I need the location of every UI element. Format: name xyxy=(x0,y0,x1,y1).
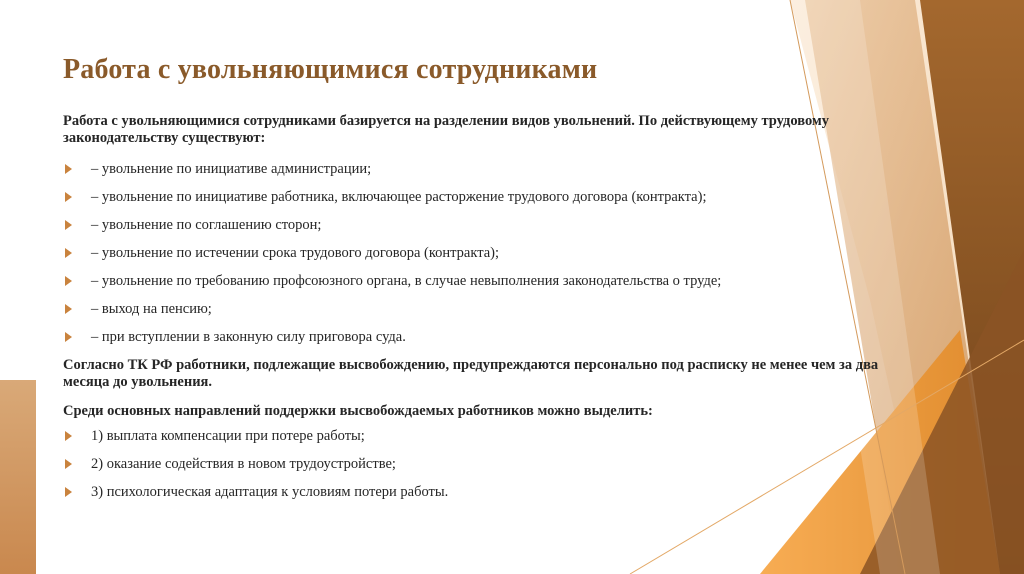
left-accent-strip xyxy=(0,380,36,574)
list-item xyxy=(63,267,923,295)
list-item xyxy=(63,239,923,267)
dismissal-types-list xyxy=(63,155,923,351)
list-item-text: 2) оказание содействия в новом трудоустройстве; xyxy=(91,455,396,472)
list-item xyxy=(63,450,923,478)
arrow-bullet-icon xyxy=(65,487,72,497)
list-item xyxy=(63,478,923,506)
support-intro-paragraph: Среди основных направлений поддержки высвобождаемых работников можно выделить: xyxy=(63,403,653,419)
arrow-bullet-icon xyxy=(65,220,72,230)
list-item-text: – при вступлении в законную силу приговора суда. xyxy=(91,328,406,345)
list-item xyxy=(63,155,923,183)
list-item xyxy=(63,211,923,239)
list-item-text: 3) психологическая адаптация к условиям потери работы. xyxy=(91,483,449,500)
list-item-text: – увольнение по инициативе администрации; xyxy=(91,160,372,177)
arrow-bullet-icon xyxy=(65,248,72,258)
arrow-bullet-icon xyxy=(65,459,72,469)
arrow-bullet-icon xyxy=(65,332,72,342)
notice-paragraph: Согласно ТК РФ работники, подлежащие высвобождению, предупреждаются персонально под расписку не менее чем за два месяца до увольнения. xyxy=(63,357,879,390)
list-item-text: – увольнение по соглашению сторон; xyxy=(91,216,322,233)
arrow-bullet-icon xyxy=(65,304,72,314)
list-item-text: 1) выплата компенсации при потере работы; xyxy=(91,427,365,444)
list-item xyxy=(63,422,923,450)
list-item xyxy=(63,295,923,323)
intro-paragraph: Работа с увольняющимися сотрудниками базируется на разделении видов увольнений. По действующему трудовому законодательству существуют: xyxy=(63,113,830,146)
list-item xyxy=(63,323,923,351)
arrow-bullet-icon xyxy=(65,276,72,286)
list-item-text: – увольнение по истечении срока трудового договора (контракта); xyxy=(91,244,500,261)
list-item xyxy=(63,183,923,211)
arrow-bullet-icon xyxy=(65,431,72,441)
arrow-bullet-icon xyxy=(65,164,72,174)
arrow-bullet-icon xyxy=(65,192,72,202)
list-item-text: – увольнение по инициативе работника, включающее расторжение трудового договора (контракта); xyxy=(91,188,707,205)
list-item-text: – выход на пенсию; xyxy=(91,300,212,317)
slide-title: Работа с увольняющимися сотрудниками xyxy=(63,54,598,85)
support-list xyxy=(63,422,923,506)
slide-content xyxy=(63,113,923,506)
list-item-text: – увольнение по требованию профсоюзного органа, в случае невыполнения законодательства о труде; xyxy=(91,272,722,289)
